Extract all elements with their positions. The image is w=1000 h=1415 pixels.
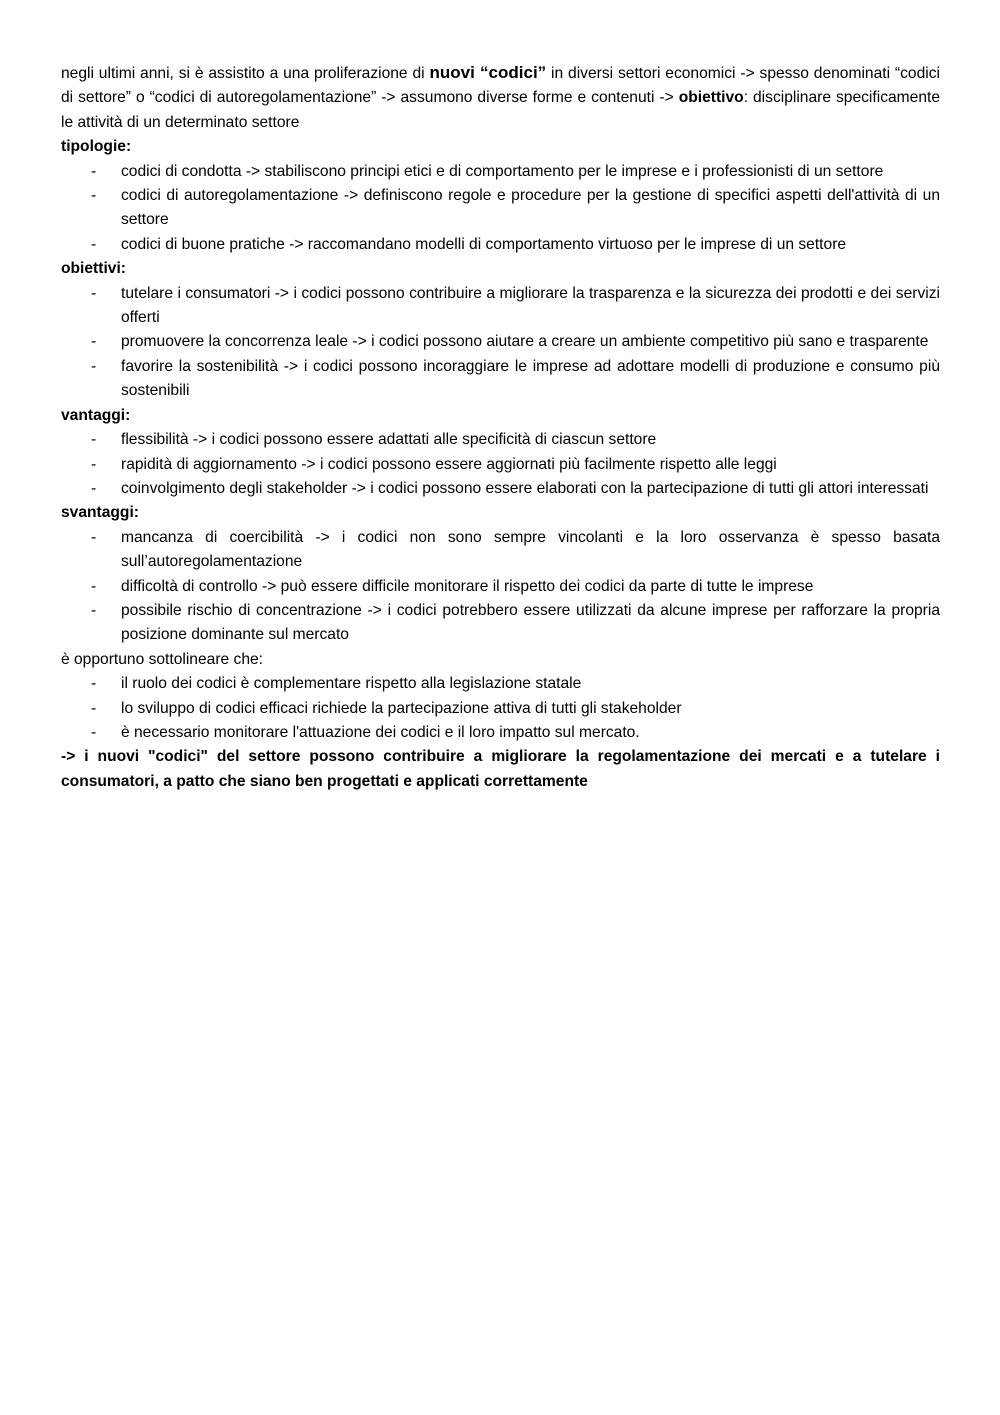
list-item: - codici di condotta -> stabiliscono principi etici e di comportamento per le imprese e i professionisti di un settore (121, 160, 940, 184)
list-item: - codici di buone pratiche -> raccomandano modelli di comportamento virtuoso per le imprese di un settore (121, 233, 940, 257)
list-vantaggi (61, 428, 940, 501)
intro-paragraph (61, 61, 940, 135)
list-item: - tutelare i consumatori -> i codici possono contribuire a migliorare la trasparenza e la sicurezza dei prodotti e dei servizi offerti (121, 282, 940, 331)
list-svantaggi (61, 526, 940, 648)
list-item: - mancanza di coercibilità -> i codici non sono sempre vincolanti e la loro osservanza è spesso basata sull’autoregolamentazione (121, 526, 940, 575)
list-tipologie (61, 160, 940, 258)
section-heading-svantaggi: svantaggi: (61, 504, 139, 522)
list-item: - è necessario monitorare l'attuazione dei codici e il loro impatto sul mercato. (121, 721, 940, 745)
list-item: - promuovere la concorrenza leale -> i codici possono aiutare a creare un ambiente competitivo più sano e trasparente (121, 330, 940, 354)
list-item: - flessibilità -> i codici possono essere adattati alle specificità di ciascun settore (121, 428, 940, 452)
conclusion-paragraph: -> i nuovi "codici" del settore possono contribuire a migliorare la regolamentazione dei mercati e a tutelare i consumatori, a patto che siano ben progettati e applicati correttamente (61, 748, 940, 790)
intro-highlight: nuovi “codici” (429, 63, 547, 82)
list-note (61, 672, 940, 745)
list-item: - il ruolo dei codici è complementare rispetto alla legislazione statale (121, 672, 940, 696)
section-heading-tipologie: tipologie: (61, 138, 132, 156)
note-intro: è opportuno sottolineare che: (61, 650, 263, 668)
list-item: - possibile rischio di concentrazione -> i codici potrebbero essere utilizzati da alcune imprese per rafforzare la propria posizione dominante sul mercato (121, 599, 940, 648)
intro-text-middle: in diversi settori economici -> spesso denominati “codici di settore” o “codici di autoregolamentazione” -> assumono diverse forme e contenuti -> (61, 65, 940, 107)
section-heading-vantaggi: vantaggi: (61, 406, 131, 424)
section-heading-obiettivi: obiettivi: (61, 260, 126, 278)
intro-text-after: : disciplinare specificamente le attività di un determinato settore (61, 89, 941, 131)
list-item: - rapidità di aggiornamento -> i codici possono essere aggiornati più facilmente rispetto alle leggi (121, 453, 940, 477)
list-item: - codici di autoregolamentazione -> definiscono regole e procedure per la gestione di specifici aspetti dell'attività di un settore (121, 184, 940, 233)
intro-text-before: negli ultimi anni, si è assistito a una proliferazione di (61, 65, 430, 82)
list-item: - lo sviluppo di codici efficaci richiede la partecipazione attiva di tutti gli stakeholder (121, 697, 940, 721)
list-item: - favorire la sostenibilità -> i codici possono incoraggiare le imprese ad adottare modelli di produzione e consumo più sostenibili (121, 355, 940, 404)
list-item: - difficoltà di controllo -> può essere difficile monitorare il rispetto dei codici da parte di tutte le imprese (121, 575, 940, 599)
list-item: - coinvolgimento degli stakeholder -> i codici possono essere elaborati con la partecipazione di tutti gli attori interessati (121, 477, 940, 501)
list-obiettivi (61, 282, 940, 404)
intro-goal-label: obiettivo (678, 89, 744, 107)
